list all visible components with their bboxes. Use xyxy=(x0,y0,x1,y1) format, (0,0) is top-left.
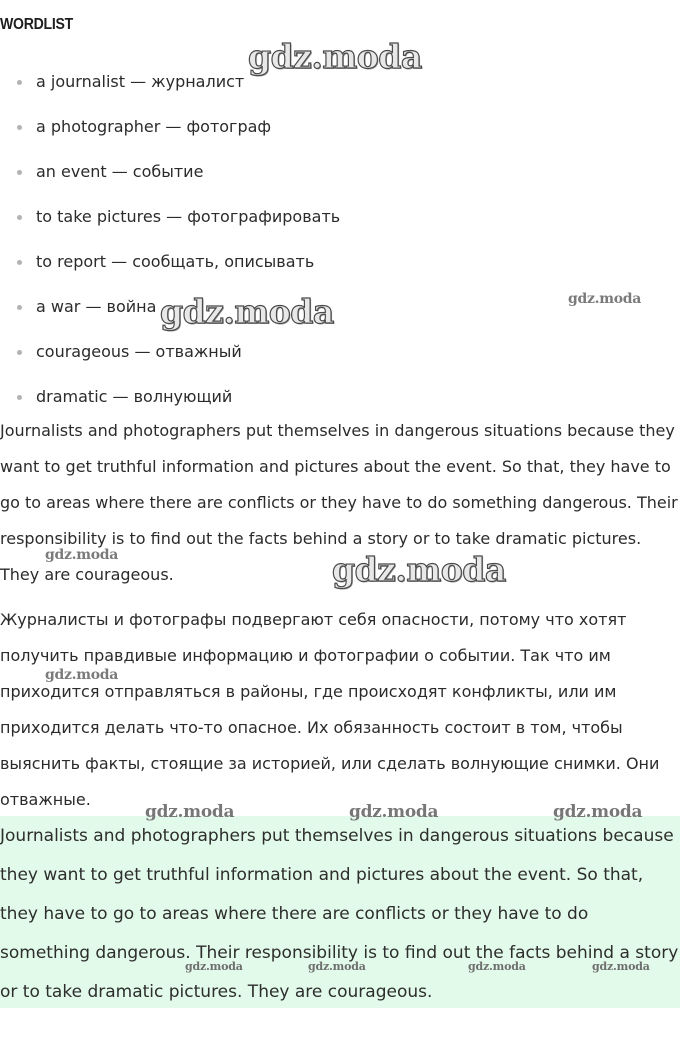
watermark-logo: gdz.moda xyxy=(349,802,439,822)
watermark-logo: gdz.moda xyxy=(308,960,366,973)
watermark-logo: gdz.moda xyxy=(332,550,506,589)
answer-text: Journalists and photographers put themselves in dangerous situations because they want to get truthful information and pictures about the event. So that, they have to go to areas where there are conflicts or they have to do something dangerous. Their responsibility is to find out the facts behind a story or to take dramatic pictures. They are courageous. xyxy=(0,826,679,1002)
watermark-logo: gdz.moda xyxy=(145,802,235,822)
watermark-logo: gdz.moda xyxy=(45,667,119,683)
watermark-logo: gdz.moda xyxy=(592,960,650,973)
english-paragraph: Journalists and photographers put themselves in dangerous situations because they want to get truthful information and pictures about the event. So that, they have to go to areas where there are conflicts or they have to do something dangerous. Their responsibility is to find out the facts behind a story or to take dramatic pictures. They are courageous. xyxy=(0,421,678,584)
watermark-logo: gdz.moda xyxy=(468,960,526,973)
answer-block xyxy=(0,816,680,1008)
watermark-logo: gdz.moda xyxy=(160,292,334,331)
wordlist xyxy=(0,59,340,419)
wordlist-heading: WORDLIST xyxy=(0,16,73,33)
wordlist-item: an event — событие xyxy=(0,149,340,194)
russian-paragraph: Журналисты и фотографы подвергают себя опасности, потому что хотят получить правдивые информацию и фотографии о событии. Так что им приходится отправляться в районы, где происходят конфликты, или им приходится делать что-то опасное. Их обязанность состоит в том, чтобы выяснить факты, стоящие за историей, или сделать волнующие снимки. Они отважные. xyxy=(0,610,660,809)
wordlist-item: dramatic — волнующий xyxy=(0,374,340,419)
wordlist-item: a photographer — фотограф xyxy=(0,104,340,149)
watermark-logo: gdz.moda xyxy=(45,547,119,563)
wordlist-item: a journalist — журналист xyxy=(0,59,340,104)
watermark-logo: gdz.moda xyxy=(553,802,643,822)
wordlist-item: a war — война xyxy=(0,284,340,329)
wordlist-item: to report — сообщать, описывать xyxy=(0,239,340,284)
watermark-logo: gdz.moda xyxy=(185,960,243,973)
wordlist-item: courageous — отважный xyxy=(0,329,340,374)
watermark-logo: gdz.moda xyxy=(568,291,642,307)
wordlist-item: to take pictures — фотографировать xyxy=(0,194,340,239)
watermark-logo: gdz.moda xyxy=(248,37,422,76)
